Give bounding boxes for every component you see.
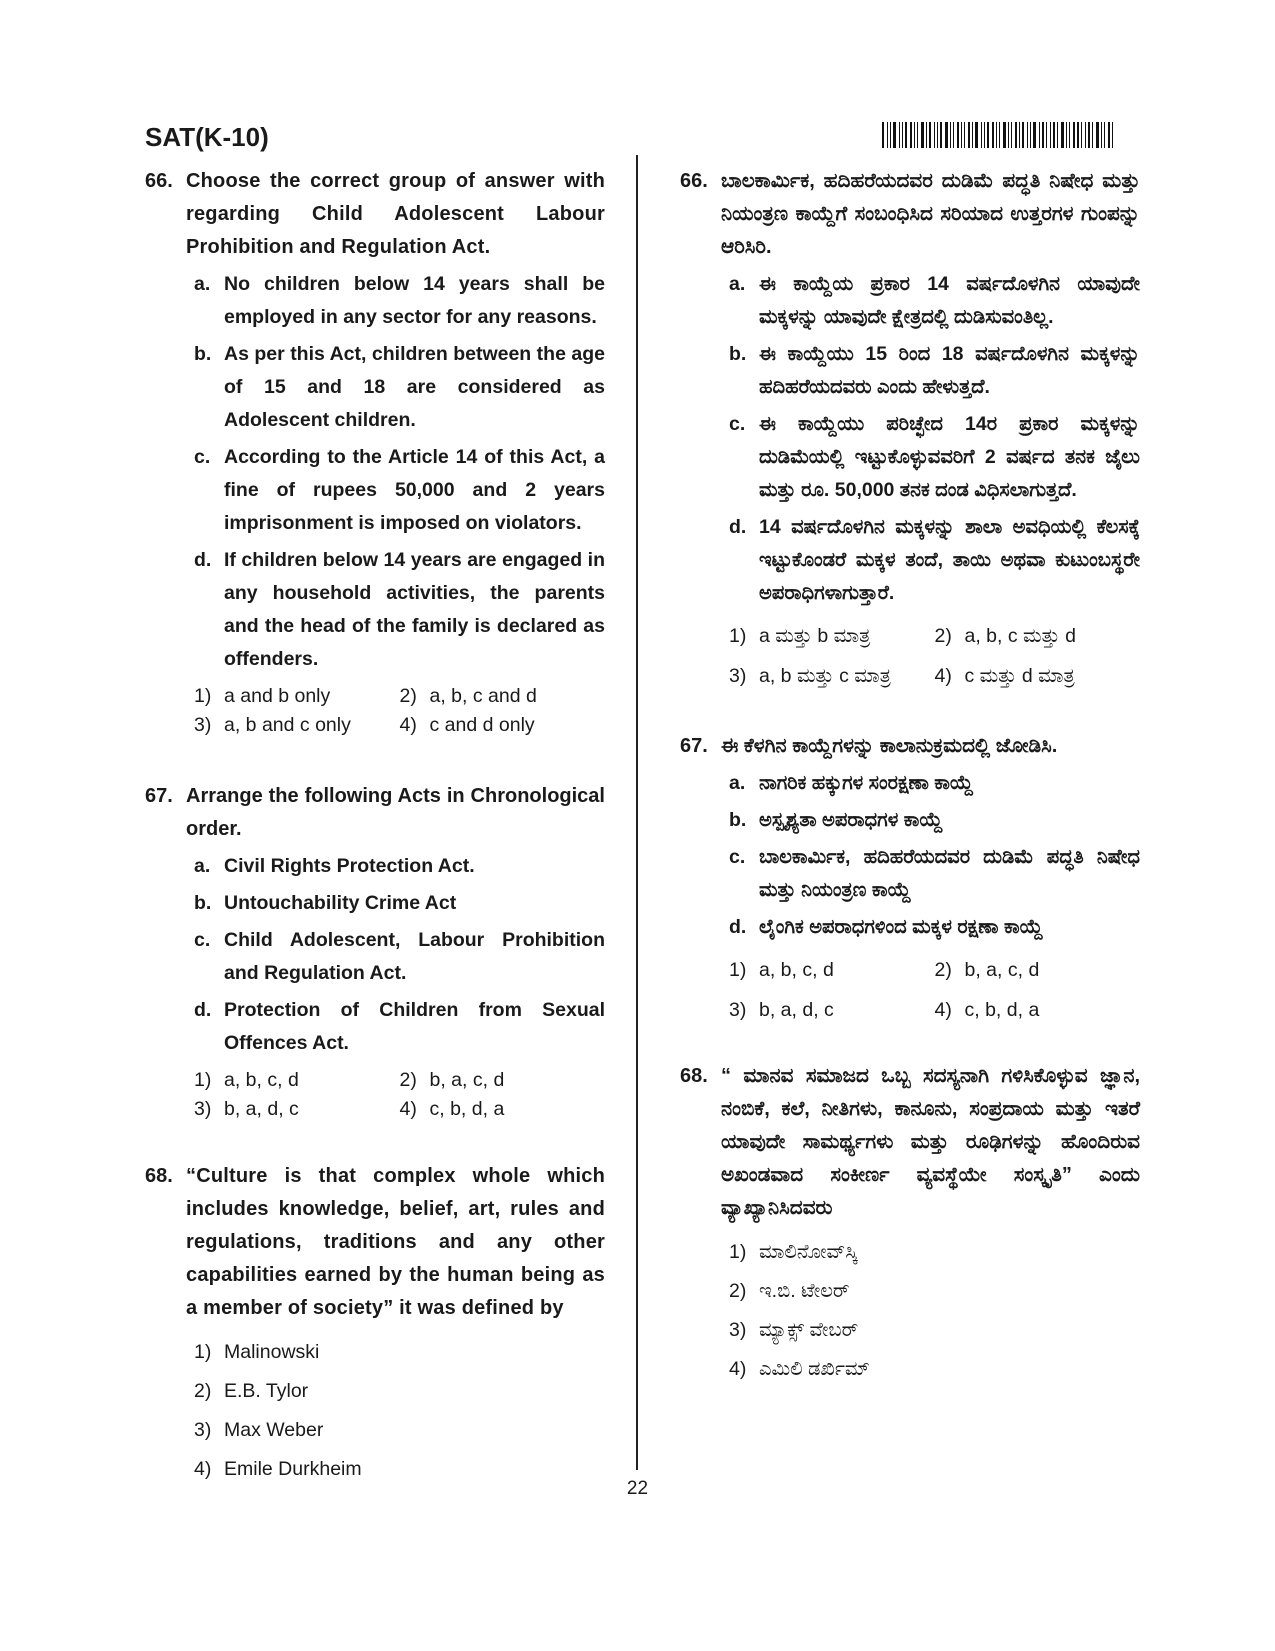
barcode-bar	[999, 122, 1000, 148]
barcode-bar	[1096, 122, 1099, 148]
question-66-kn	[680, 165, 1140, 696]
option-number: 1)	[194, 1341, 212, 1363]
barcode-bar	[887, 122, 888, 148]
barcode-bar	[981, 122, 982, 148]
barcode-bar	[945, 122, 948, 148]
statement-c	[680, 841, 1140, 907]
option-2[interactable]	[400, 682, 606, 711]
barcode-bar	[926, 122, 927, 148]
statement-label: a.	[194, 273, 211, 295]
barcode-bar	[957, 122, 959, 148]
barcode-bar	[1101, 122, 1102, 148]
option-text: a, b, c ಮತ್ತು d	[964, 625, 1077, 647]
barcode-bar	[937, 122, 938, 148]
question-text: Choose the correct group of answer with regarding Child Adolescent Labour Prohibition and Regulation Act.	[186, 170, 605, 258]
question-68-en	[145, 1160, 605, 1489]
question-text: “Culture is that complex whole which includes knowledge, belief, art, rules and regulations, traditions and any other capabilities earned by the human being as a member of society” it was defined by	[186, 1165, 605, 1319]
option-text: a, b, c, d	[224, 1069, 299, 1091]
question-text: Arrange the following Acts in Chronological order.	[186, 785, 605, 840]
statement-d	[680, 911, 1140, 944]
statement-b	[680, 338, 1140, 404]
barcode-bar	[1015, 122, 1017, 148]
option-4[interactable]	[935, 990, 1141, 1030]
barcode-bar	[1104, 122, 1105, 148]
option-number: 4)	[934, 999, 952, 1021]
barcode-bar	[996, 122, 997, 148]
barcode-bar	[1057, 122, 1058, 148]
barcode-bar	[1027, 122, 1028, 148]
barcode-bar	[1033, 122, 1036, 148]
kannada-column	[680, 165, 1140, 1389]
option-text: c and d only	[429, 714, 535, 736]
barcode-bar	[984, 122, 985, 148]
barcode-bar	[953, 122, 954, 148]
barcode-bar	[1073, 122, 1075, 148]
statement-text: No children below 14 years shall be employed in any sector for any reasons.	[224, 273, 605, 328]
option-number: 4)	[194, 1458, 212, 1480]
barcode-bar	[961, 122, 962, 148]
option-text: c ಮತ್ತು d ಮಾತ್ರ	[964, 665, 1075, 687]
option-text: c, b, d, a	[964, 999, 1040, 1021]
statement-label: c.	[194, 446, 211, 468]
english-column	[145, 165, 605, 1489]
answer-options	[145, 682, 605, 740]
barcode-bar	[1011, 122, 1012, 148]
barcode-bar	[1069, 122, 1070, 148]
barcode-bar	[934, 122, 935, 148]
barcode-bar	[905, 122, 907, 148]
statement-c	[145, 441, 605, 540]
statement-text: Civil Rights Protection Act.	[224, 855, 475, 877]
question-66-en	[145, 165, 605, 740]
option-4[interactable]	[400, 711, 606, 740]
barcode-bar	[1042, 122, 1044, 148]
option-number: 2)	[399, 1069, 417, 1091]
statement-c	[145, 924, 605, 990]
barcode-bar	[902, 122, 903, 148]
question-number: 67.	[680, 735, 708, 757]
barcode-bar	[1019, 122, 1020, 148]
option-number: 3)	[729, 1319, 747, 1341]
option-number: 1)	[194, 1069, 212, 1091]
barcode-bar	[975, 122, 978, 148]
barcode-bar	[992, 122, 994, 148]
option-3[interactable]	[729, 656, 935, 696]
statement-label: b.	[194, 892, 212, 914]
option-text: a, b and c only	[224, 714, 351, 736]
barcode-bar	[1030, 122, 1031, 148]
statement-text: Protection of Children from Sexual Offences Act.	[224, 999, 605, 1054]
statement-d	[145, 544, 605, 676]
option-4[interactable]	[729, 1350, 1140, 1389]
option-text: ಮಾಲಿನೋವ್‌ಸ್ಕಿ	[759, 1241, 858, 1263]
question-number: 66.	[145, 170, 173, 192]
barcode-bar	[910, 122, 912, 148]
barcode-bar	[921, 122, 924, 148]
option-text: a ಮತ್ತು b ಮಾತ್ರ	[759, 625, 871, 647]
barcode-bar	[899, 122, 900, 148]
option-3[interactable]	[194, 711, 400, 740]
option-3[interactable]	[729, 1311, 1140, 1350]
option-number: 2)	[399, 685, 417, 707]
statement-text: Untouchability Crime Act	[224, 892, 457, 914]
barcode-bar	[1053, 122, 1055, 148]
statement-label: d.	[729, 916, 747, 938]
barcode-bar	[1077, 122, 1079, 148]
barcode-bar	[917, 122, 918, 148]
barcode-bar	[1108, 122, 1110, 148]
statement-text: ಲೈಂಗಿಕ ಅಪರಾಧಗಳಿಂದ ಮಕ್ಕಳ ರಕ್ಷಣಾ ಕಾಯ್ದೆ	[759, 916, 1044, 938]
question-number: 68.	[145, 1165, 173, 1187]
statement-text: 14 ವರ್ಷದೊಳಗಿನ ಮಕ್ಕಳನ್ನು ಶಾಲಾ ಅವಧಿಯಲ್ಲಿ ಕೆಲಸಕ್ಕೆ ಇಟ್ಟುಕೊಂಡರೆ ಮಕ್ಕಳ ತಂದೆ, ತಾಯಿ ಅಥವಾ ಕುಟುಂಬಸ್ಥರೇ ಅಪರಾಧಿಗಳಾಗುತ್ತಾರೆ.	[759, 516, 1140, 604]
option-2[interactable]	[729, 1272, 1140, 1311]
statement-b	[145, 338, 605, 437]
question-67-kn	[680, 730, 1140, 1030]
statement-b	[680, 804, 1140, 837]
option-number: 1)	[729, 1241, 747, 1263]
statement-label: b.	[729, 809, 747, 831]
option-text: ಇ.ಬಿ. ಟೇಲರ್	[759, 1280, 850, 1302]
barcode-bar	[1003, 122, 1006, 148]
statement-text: ಈ ಕಾಯ್ದೆಯ ಪ್ರಕಾರ 14 ವರ್ಷದೊಳಗಿನ ಯಾವುದೇ ಮಕ್ಕಳನ್ನು ಯಾವುದೇ ಕ್ಷೇತ್ರದಲ್ಲಿ ದುಡಿಸುವಂತಿಲ್ಲ.	[759, 273, 1140, 328]
statement-text: As per this Act, children between the age of 15 and 18 are considered as Adolescent children.	[224, 343, 605, 431]
statement-text: ನಾಗರಿಕ ಹಕ್ಕುಗಳ ಸಂರಕ್ಷಣಾ ಕಾಯ್ದೆ	[759, 772, 974, 794]
option-1[interactable]	[729, 1233, 1140, 1272]
option-text: a, b, c and d	[429, 685, 537, 707]
option-text: Max Weber	[224, 1419, 324, 1441]
option-3[interactable]	[729, 990, 935, 1030]
option-number: 3)	[194, 714, 212, 736]
barcode-bar	[914, 122, 915, 148]
option-1[interactable]	[729, 950, 935, 990]
option-number: 1)	[194, 685, 212, 707]
barcode-bar	[1081, 122, 1082, 148]
option-number: 3)	[194, 1419, 212, 1441]
question-number: 67.	[145, 785, 173, 807]
option-2[interactable]	[935, 950, 1141, 990]
question-number: 66.	[680, 170, 708, 192]
answer-options	[145, 1333, 605, 1489]
option-number: 1)	[729, 959, 747, 981]
barcode-bar	[1112, 122, 1113, 148]
barcode-bar	[1085, 122, 1086, 148]
barcode-bar	[1050, 122, 1051, 148]
option-number: 2)	[194, 1380, 212, 1402]
option-1[interactable]	[194, 682, 400, 711]
barcode-bar	[1008, 122, 1009, 148]
question-text: ಬಾಲಕಾರ್ಮಿಕ, ಹದಿಹರೆಯದವರ ದುಡಿಮೆ ಪದ್ಧತಿ ನಿಷೇಧ ಮತ್ತು ನಿಯಂತ್ರಣ ಕಾಯ್ದೆಗೆ ಸಂಬಂಧಿಸಿದ ಸರಿಯಾದ ಉತ್ತರಗಳ ಗುಂಪನ್ನು ಆರಿಸಿರಿ.	[721, 170, 1140, 258]
option-3[interactable]	[194, 1095, 400, 1124]
barcode-bar	[893, 122, 896, 148]
barcode-bar	[929, 122, 931, 148]
barcode-bar	[987, 122, 989, 148]
statement-text: ಈ ಕಾಯ್ದೆಯು ಪರಿಚ್ಛೇದ 14ರ ಪ್ರಕಾರ ಮಕ್ಕಳನ್ನು ದುಡಿಮೆಯಲ್ಲಿ ಇಟ್ಟುಕೊಳ್ಳುವವರಿಗೆ 2 ವರ್ಷದ ತನಕ ಜೈಲು ಮತ್ತು ರೂ. 50,000 ತನಕ ದಂಡ ವಿಧಿಸಲಾಗುತ್ತದೆ.	[759, 413, 1140, 501]
barcode-bar	[964, 122, 965, 148]
option-2[interactable]	[400, 1066, 606, 1095]
option-4[interactable]	[400, 1095, 606, 1124]
option-2[interactable]	[194, 1372, 605, 1411]
question-68-kn	[680, 1060, 1140, 1389]
question-text: ಈ ಕೆಳಗಿನ ಕಾಯ್ದೆಗಳನ್ನು ಕಾಲಾನುಕ್ರಮದಲ್ಲಿ ಜೋಡಿಸಿ.	[721, 735, 1058, 757]
statement-label: a.	[729, 772, 746, 794]
barcode-bar	[940, 122, 942, 148]
answer-options	[680, 950, 1140, 1030]
statement-a	[145, 268, 605, 334]
option-1[interactable]	[194, 1333, 605, 1372]
option-text: ಎಮಿಲಿ ಡರ್ಖಿಮ್	[759, 1358, 870, 1380]
barcode-bar	[1088, 122, 1090, 148]
statement-text: ಬಾಲಕಾರ್ಮಿಕ, ಹದಿಹರೆಯದವರ ದುಡಿಮೆ ಪದ್ಧತಿ ನಿಷೇಧ ಮತ್ತು ನಿಯಂತ್ರಣ ಕಾಯ್ದೆ	[759, 846, 1140, 901]
barcode-bar	[1066, 122, 1067, 148]
statement-label: d.	[729, 516, 747, 538]
page-header-title: SAT(K-10)	[145, 122, 269, 152]
option-number: 4)	[729, 1358, 747, 1380]
option-number: 4)	[399, 714, 417, 736]
answer-options	[145, 1066, 605, 1124]
option-text: ಮ್ಯಾಕ್ಸ್ ವೇಬರ್	[759, 1319, 859, 1341]
statement-text: ಈ ಕಾಯ್ದೆಯು 15 ರಿಂದ 18 ವರ್ಷದೊಳಗಿನ ಮಕ್ಕಳನ್ನು ಹದಿಹರೆಯದವರು ಎಂದು ಹೇಳುತ್ತದೆ.	[759, 343, 1140, 398]
option-text: E.B. Tylor	[224, 1380, 309, 1402]
barcode-bar	[1039, 122, 1040, 148]
option-text: c, b, d, a	[429, 1098, 505, 1120]
barcode-bar	[1061, 122, 1064, 148]
option-number: 1)	[729, 625, 747, 647]
barcode-bar	[1092, 122, 1093, 148]
statement-a	[680, 767, 1140, 800]
statement-d	[145, 994, 605, 1060]
barcode-bar	[882, 122, 884, 148]
statement-label: a.	[729, 273, 746, 295]
option-number: 2)	[934, 625, 952, 647]
barcode	[882, 122, 1122, 148]
answer-options	[680, 1233, 1140, 1389]
option-text: b, a, c, d	[429, 1069, 505, 1091]
statement-label: c.	[729, 413, 746, 435]
answer-options	[680, 616, 1140, 696]
barcode-bar	[950, 122, 951, 148]
option-number: 3)	[194, 1098, 212, 1120]
statement-label: c.	[194, 929, 211, 951]
statement-text: Child Adolescent, Labour Prohibition and Regulation Act.	[224, 929, 605, 984]
statement-text: If children below 14 years are engaged in any household activities, the parents and the head of the family is declared as offenders.	[224, 549, 605, 670]
option-number: 3)	[729, 999, 747, 1021]
option-4[interactable]	[935, 656, 1141, 696]
option-text: Emile Durkheim	[224, 1458, 362, 1480]
question-text: “ ಮಾನವ ಸಮಾಜದ ಒಬ್ಬ ಸದಸ್ಯನಾಗಿ ಗಳಿಸಿಕೊಳ್ಳುವ ಜ್ಞಾನ, ನಂಬಿಕೆ, ಕಲೆ, ನೀತಿಗಳು, ಕಾನೂನು, ಸಂಪ್ರದಾಯ ಮತ್ತು ಇತರೆ ಯಾವುದೇ ಸಾಮರ್ಥ್ಯಗಳು ಮತ್ತು ರೂಢಿಗಳನ್ನು ಹೊಂದಿರುವ ಅಖಂಡವಾದ ಸಂಕೀರ್ಣ ವ್ಯವಸ್ಥೆಯೇ ಸಂಸ್ಕೃತಿ” ಎಂದು ವ್ಯಾಖ್ಯಾನಿಸಿದವರು	[721, 1065, 1140, 1219]
barcode-bar	[972, 122, 973, 148]
option-number: 4)	[399, 1098, 417, 1120]
question-number: 68.	[680, 1065, 708, 1087]
barcode-bar	[1046, 122, 1047, 148]
option-text: b, a, d, c	[224, 1098, 299, 1120]
column-divider	[636, 155, 638, 1470]
page-number: 22	[626, 1478, 649, 1499]
option-3[interactable]	[194, 1411, 605, 1450]
option-text: a, b ಮತ್ತು c ಮಾತ್ರ	[759, 665, 891, 687]
barcode-bar	[1022, 122, 1024, 148]
statement-text: ಅಸ್ಪೃಶ್ಯತಾ ಅಪರಾಧಗಳ ಕಾಯ್ದೆ	[759, 809, 943, 831]
option-number: 3)	[729, 665, 747, 687]
option-number: 2)	[729, 1280, 747, 1302]
barcode-bar	[890, 122, 891, 148]
option-text: Malinowski	[224, 1341, 320, 1363]
statement-text: According to the Article 14 of this Act, a fine of rupees 50,000 and 2 years imprisonment is imposed on violators.	[224, 446, 605, 534]
statement-label: b.	[194, 343, 212, 365]
barcode-bar	[968, 122, 970, 148]
option-text: b, a, c, d	[964, 959, 1040, 981]
statement-label: c.	[729, 846, 746, 868]
statement-label: b.	[729, 343, 747, 365]
statement-d	[680, 511, 1140, 610]
option-text: a and b only	[224, 685, 331, 707]
question-67-en	[145, 780, 605, 1124]
option-text: b, a, d, c	[759, 999, 834, 1021]
statement-c	[680, 408, 1140, 507]
option-2[interactable]	[935, 616, 1141, 656]
option-number: 2)	[934, 959, 952, 981]
option-number: 4)	[934, 665, 952, 687]
option-text: a, b, c, d	[759, 959, 834, 981]
statement-label: d.	[194, 999, 212, 1021]
statement-a	[145, 850, 605, 883]
statement-b	[145, 887, 605, 920]
option-1[interactable]	[194, 1066, 400, 1095]
statement-a	[680, 268, 1140, 334]
statement-label: a.	[194, 855, 211, 877]
statement-label: d.	[194, 549, 212, 571]
option-1[interactable]	[729, 616, 935, 656]
